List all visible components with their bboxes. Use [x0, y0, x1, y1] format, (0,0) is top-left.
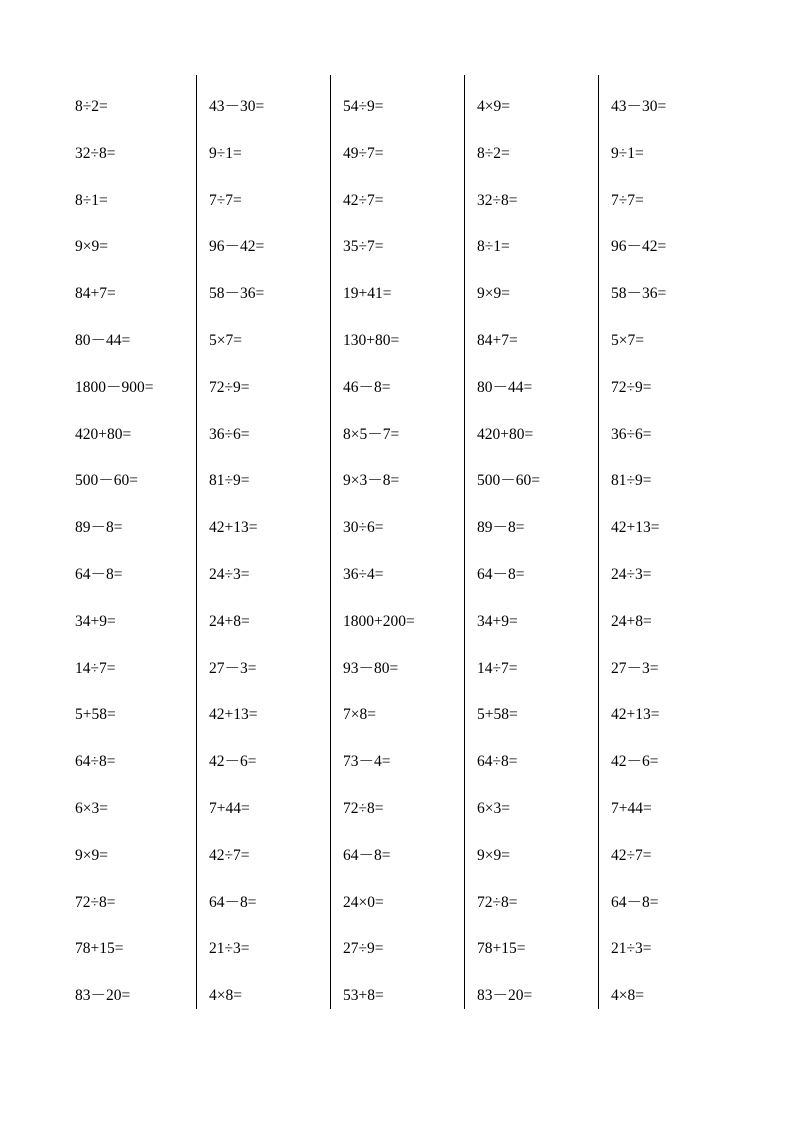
arithmetic-problem: 96－42=	[611, 238, 667, 256]
arithmetic-problem: 32÷8=	[477, 191, 518, 209]
arithmetic-problem: 64－8=	[477, 566, 525, 583]
arithmetic-problem: 5×7=	[209, 332, 242, 349]
arithmetic-problem: 81÷9=	[611, 472, 652, 490]
arithmetic-problem: 8÷1=	[477, 238, 510, 256]
arithmetic-problem: 7÷7=	[209, 191, 242, 209]
arithmetic-problem: 42÷7=	[343, 191, 384, 209]
arithmetic-problem: 5+58=	[75, 706, 116, 724]
arithmetic-problem: 9×9=	[477, 846, 510, 864]
arithmetic-problem: 8÷2=	[477, 144, 510, 162]
arithmetic-problem: 14÷7=	[477, 659, 518, 677]
worksheet-column-1	[62, 75, 196, 1009]
arithmetic-problem: 27－3=	[209, 659, 257, 677]
arithmetic-problem: 8÷2=	[75, 98, 108, 115]
arithmetic-problem: 42－6=	[209, 753, 257, 771]
arithmetic-problem: 32÷8=	[75, 144, 116, 162]
arithmetic-problem: 72÷8=	[343, 800, 384, 817]
arithmetic-problem: 49÷7=	[343, 144, 384, 162]
arithmetic-problem: 4×9=	[477, 98, 510, 115]
arithmetic-problem: 64－8=	[343, 846, 391, 864]
arithmetic-problem: 83－20=	[477, 987, 533, 1005]
arithmetic-problem: 84+7=	[75, 285, 116, 303]
arithmetic-problem: 78+15=	[477, 940, 526, 958]
arithmetic-problem: 9÷1=	[209, 144, 242, 162]
arithmetic-problem: 7+44=	[209, 800, 250, 817]
arithmetic-problem: 58－36=	[209, 285, 265, 303]
arithmetic-problem: 34+9=	[75, 612, 116, 630]
arithmetic-problem: 35÷7=	[343, 238, 384, 256]
arithmetic-problem: 53+8=	[343, 987, 384, 1005]
arithmetic-problem: 81÷9=	[209, 472, 250, 490]
worksheet-column-2	[196, 75, 330, 1009]
arithmetic-problem: 43－30=	[611, 98, 667, 115]
arithmetic-problem: 9×9=	[75, 238, 108, 256]
arithmetic-problem: 36÷4=	[343, 566, 384, 583]
arithmetic-problem: 6×3=	[75, 800, 108, 817]
worksheet-column-5	[598, 75, 732, 1009]
arithmetic-problem: 24÷3=	[611, 566, 652, 583]
arithmetic-problem: 9×3－8=	[343, 472, 400, 490]
arithmetic-problem: 8×5－7=	[343, 425, 400, 443]
arithmetic-problem: 420+80=	[75, 425, 132, 443]
arithmetic-problem: 4×8=	[209, 987, 242, 1005]
arithmetic-problem: 9×9=	[477, 285, 510, 303]
arithmetic-problem: 8÷1=	[75, 191, 108, 209]
arithmetic-problem: 24÷3=	[209, 566, 250, 583]
arithmetic-problem: 72÷9=	[209, 378, 250, 396]
arithmetic-problem: 78+15=	[75, 940, 124, 958]
arithmetic-problem: 72÷8=	[477, 893, 518, 911]
arithmetic-problem: 43－30=	[209, 98, 265, 115]
arithmetic-problem: 89－8=	[75, 519, 123, 537]
arithmetic-problem: 54÷9=	[343, 98, 384, 115]
arithmetic-problem: 83－20=	[75, 987, 131, 1005]
arithmetic-problem: 89－8=	[477, 519, 525, 537]
arithmetic-problem: 7+44=	[611, 800, 652, 817]
arithmetic-problem: 58－36=	[611, 285, 667, 303]
arithmetic-problem: 30÷6=	[343, 519, 384, 537]
arithmetic-problem: 1800－900=	[75, 378, 154, 396]
arithmetic-problem: 93－80=	[343, 659, 399, 677]
arithmetic-problem: 72÷9=	[611, 378, 652, 396]
arithmetic-problem: 7×8=	[343, 706, 376, 724]
arithmetic-problem: 80－44=	[75, 332, 131, 349]
arithmetic-problem: 42－6=	[611, 753, 659, 771]
arithmetic-problem: 7÷7=	[611, 191, 644, 209]
arithmetic-problem: 46－8=	[343, 378, 391, 396]
arithmetic-problem: 24×0=	[343, 893, 384, 911]
arithmetic-problem: 21÷3=	[209, 940, 250, 958]
arithmetic-problem: 21÷3=	[611, 940, 652, 958]
worksheet-column-4	[464, 75, 598, 1009]
arithmetic-problem: 73－4=	[343, 753, 391, 771]
arithmetic-problem: 72÷8=	[75, 893, 116, 911]
arithmetic-problem: 80－44=	[477, 378, 533, 396]
arithmetic-problem: 27－3=	[611, 659, 659, 677]
arithmetic-problem: 84+7=	[477, 332, 518, 349]
worksheet-column-3	[330, 75, 464, 1009]
arithmetic-problem: 42+13=	[611, 706, 660, 724]
arithmetic-problem: 1800+200=	[343, 612, 415, 630]
arithmetic-problem: 64－8=	[611, 893, 659, 911]
arithmetic-problem: 42÷7=	[611, 846, 652, 864]
arithmetic-problem: 64－8=	[209, 893, 257, 911]
arithmetic-problem: 27÷9=	[343, 940, 384, 958]
arithmetic-problem: 42+13=	[209, 519, 258, 537]
arithmetic-problem: 42÷7=	[209, 846, 250, 864]
arithmetic-problem: 6×3=	[477, 800, 510, 817]
arithmetic-problem: 96－42=	[209, 238, 265, 256]
arithmetic-problem: 4×8=	[611, 987, 644, 1005]
arithmetic-problem: 64÷8=	[75, 753, 116, 771]
worksheet	[62, 75, 732, 1009]
arithmetic-problem: 5+58=	[477, 706, 518, 724]
arithmetic-problem: 34+9=	[477, 612, 518, 630]
arithmetic-problem: 24+8=	[209, 612, 250, 630]
arithmetic-problem: 19+41=	[343, 285, 392, 303]
arithmetic-problem: 42+13=	[611, 519, 660, 537]
arithmetic-problem: 36÷6=	[611, 425, 652, 443]
arithmetic-problem: 42+13=	[209, 706, 258, 724]
arithmetic-problem: 500－60=	[75, 472, 138, 490]
arithmetic-problem: 500－60=	[477, 472, 540, 490]
arithmetic-problem: 9÷1=	[611, 144, 644, 162]
arithmetic-problem: 64－8=	[75, 566, 123, 583]
arithmetic-problem: 9×9=	[75, 846, 108, 864]
arithmetic-problem: 14÷7=	[75, 659, 116, 677]
arithmetic-problem: 130+80=	[343, 332, 400, 349]
arithmetic-problem: 420+80=	[477, 425, 534, 443]
arithmetic-problem: 64÷8=	[477, 753, 518, 771]
arithmetic-problem: 5×7=	[611, 332, 644, 349]
arithmetic-problem: 36÷6=	[209, 425, 250, 443]
arithmetic-problem: 24+8=	[611, 612, 652, 630]
